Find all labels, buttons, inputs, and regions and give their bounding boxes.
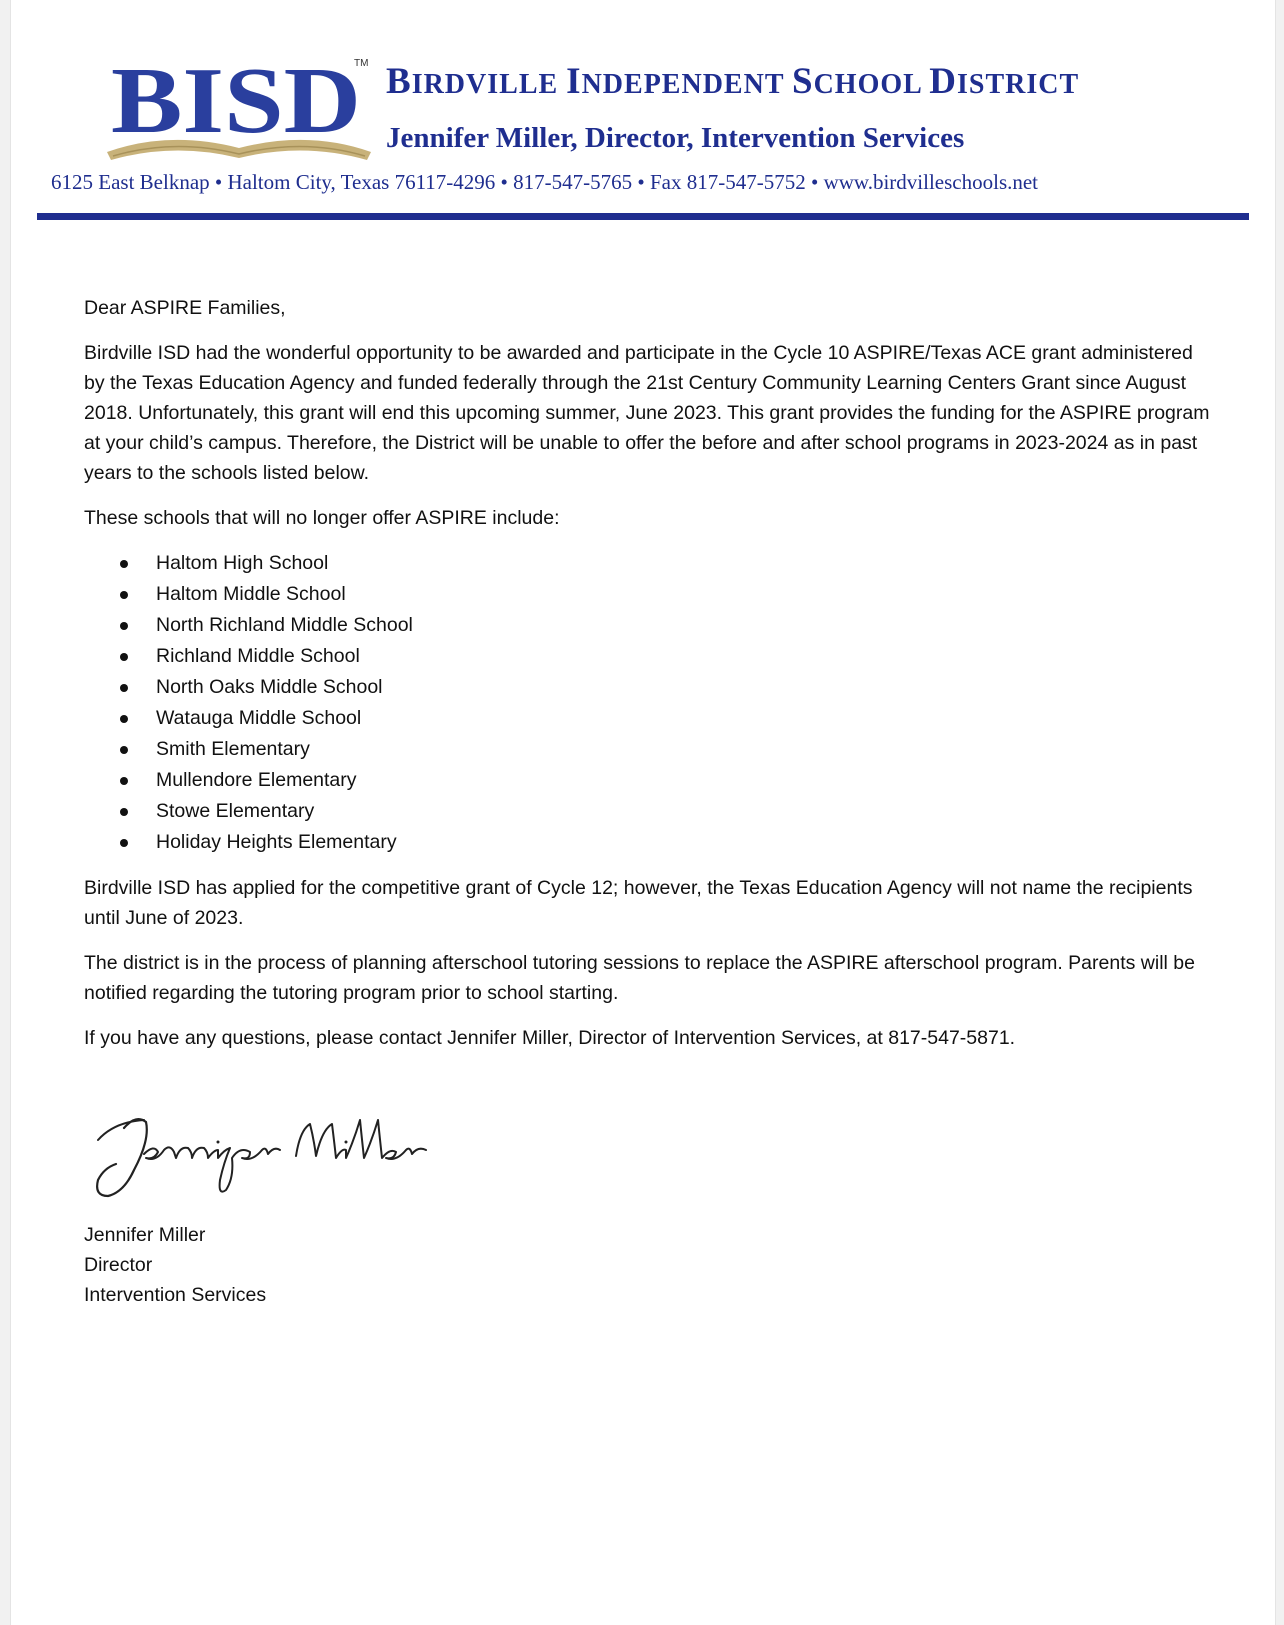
bullet-icon: [120, 715, 128, 723]
bisd-logo: [99, 52, 389, 168]
letter-page: [10, 0, 1276, 1625]
list-item: Haltom Middle School: [84, 579, 1214, 610]
list-item: Richland Middle School: [84, 641, 1214, 672]
bullet-icon: [120, 622, 128, 630]
bullet-icon: [120, 746, 128, 754]
signature: [84, 1100, 444, 1210]
signer-title: Director: [84, 1254, 153, 1276]
paragraph-3: The district is in the process of planning afterschool tutoring sessions to replace the ASPIRE afterschool program. Parents will be notified regarding the tutoring program prior to school starting.: [84, 952, 1195, 1004]
letterhead-subtitle: Jennifer Miller, Director, Intervention Services: [386, 122, 965, 154]
bullet-icon: [120, 808, 128, 816]
signer-department: Intervention Services: [84, 1284, 267, 1306]
bullet-icon: [120, 560, 128, 568]
bullet-icon: [120, 684, 128, 692]
list-item: Watauga Middle School: [84, 703, 1214, 734]
bullet-icon: [120, 777, 128, 785]
district-name: BIRDVILLE INDEPENDENT SCHOOL DISTRICT: [386, 61, 1080, 102]
list-intro: These schools that will no longer offer ASPIRE include:: [84, 507, 560, 529]
list-item: Haltom High School: [84, 548, 1214, 579]
signature-block: [84, 1220, 266, 1310]
paragraph-4: If you have any questions, please contact Jennifer Miller, Director of Intervention Services, at 817-547-5871.: [84, 1027, 1016, 1049]
trademark-mark: TM: [354, 58, 369, 69]
letter-body: [84, 293, 1214, 1068]
letterhead-address: 6125 East Belknap • Haltom City, Texas 76117-4296 • 817-547-5765 • Fax 817-547-5752 • www.birdvilleschools.net: [51, 170, 1039, 194]
list-item: Smith Elementary: [84, 734, 1214, 765]
logo-letters: BISD: [111, 52, 361, 153]
signer-name: Jennifer Miller: [84, 1224, 206, 1246]
paragraph-2: Birdville ISD has applied for the competitive grant of Cycle 12; however, the Texas Education Agency will not name the recipients until June of 2023.: [84, 877, 1193, 929]
bullet-icon: [120, 839, 128, 847]
bullet-icon: [120, 653, 128, 661]
list-item: North Richland Middle School: [84, 610, 1214, 641]
list-item: Mullendore Elementary: [84, 765, 1214, 796]
header-divider: [37, 213, 1249, 220]
list-item: Holiday Heights Elementary: [84, 827, 1214, 858]
salutation: Dear ASPIRE Families,: [84, 297, 286, 319]
list-item: North Oaks Middle School: [84, 672, 1214, 703]
list-item: Stowe Elementary: [84, 796, 1214, 827]
bullet-icon: [120, 591, 128, 599]
paragraph-1: Birdville ISD had the wonderful opportunity to be awarded and participate in the Cycle 10 ASPIRE/Texas ACE grant administered by the Texas Education Agency and funded federally through the 21st Century Community Learning Centers Grant since August 2018. Unfortunately, this grant will end this upcoming summer, June 2023. This grant provides the funding for the ASPIRE program at your child’s campus. Therefore, the District will be unable to offer the before and after school programs in 2023-2024 as in past years to the schools listed below.: [84, 342, 1210, 484]
school-list: [84, 548, 1214, 858]
